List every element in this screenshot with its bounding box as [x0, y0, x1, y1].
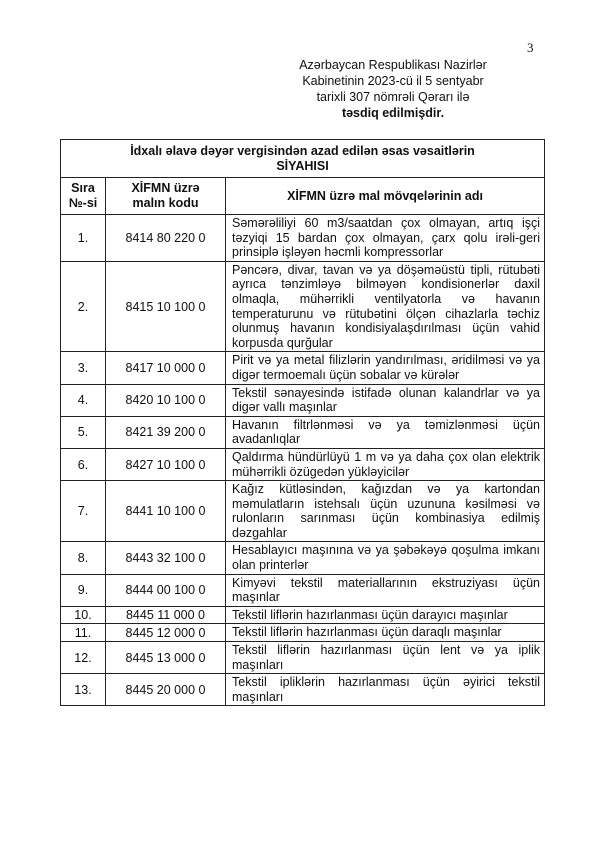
table-header-row: [61, 178, 545, 215]
table-row: [61, 261, 545, 352]
header-sira-line-2: №-si: [68, 196, 98, 210]
table-row: [61, 352, 545, 384]
row-description: Kağız kütləsindən, kağızdan və ya kartondan məmulatların istehsalı üçün uzununa kəsilməsi və rulonların sarınması üçün kombinasiya edilmiş dəzgahlar: [226, 481, 545, 542]
approval-stamp: [263, 57, 523, 121]
row-number: 10.: [61, 606, 106, 624]
row-number: 9.: [61, 574, 106, 606]
row-number: 7.: [61, 481, 106, 542]
row-description: Qaldırma hündürlüyü 1 m və ya daha çox olan elektrik mühərrikli özügedən yükləyicilər: [226, 448, 545, 480]
table-row: [61, 674, 545, 706]
row-description: Səmərəliliyi 60 m3/saatdan çox olmayan, artıq işçi təzyiqi 15 bardan çox olmayan, çarx qolu irəli-geri prinsiplə işləyən həcmli kompressorlar: [226, 215, 545, 262]
row-number: 6.: [61, 448, 106, 480]
table-row: [61, 416, 545, 448]
row-number: 3.: [61, 352, 106, 384]
table-row: [61, 574, 545, 606]
row-description: Pəncərə, divar, tavan və ya döşəməüstü tipli, rütubəti ayrıca tənzimləyə bilməyən kondisionerlər daxil olmaqla, mühərrikli ventilyatorla və havanın temperaturunu və rütubətini ölçən cihazlarla təchiz olunmuş havanın kondisiyalaşdırılması üçün vahid korpusda qurğular: [226, 261, 545, 352]
header-code-line-2: malın kodu: [132, 196, 199, 210]
row-description: Tekstil sənayesində istifadə olunan kalandrlar və ya digər vallı maşınlar: [226, 384, 545, 416]
row-description: Havanın filtrlənməsi və ya təmizlənməsi üçün avadanlıqlar: [226, 416, 545, 448]
table-title-line-2: SİYAHISI: [276, 159, 329, 173]
header-name: XİFMN üzrə mal mövqelərinin adı: [226, 178, 545, 215]
table-row: [61, 606, 545, 624]
row-description: Tekstil liflərin hazırlanması üçün darayıcı maşınlar: [226, 606, 545, 624]
header-code: [106, 178, 226, 215]
row-number: 12.: [61, 642, 106, 674]
row-code: 8445 11 000 0: [106, 606, 226, 624]
row-code: 8443 32 100 0: [106, 542, 226, 574]
approval-line-1: Azərbaycan Respublikası Nazirlər: [299, 58, 487, 72]
table-title-line-1: İdxalı əlavə dəyər vergisindən azad edilən əsas vəsaitlərin: [130, 144, 475, 158]
row-number: 11.: [61, 624, 106, 642]
table-row: [61, 384, 545, 416]
row-description: Hesablayıcı maşınına və ya şəbəkəyə qoşulma imkanı olan printerlər: [226, 542, 545, 574]
table-row: [61, 481, 545, 542]
row-code: 8444 00 100 0: [106, 574, 226, 606]
header-code-line-1: XİFMN üzrə: [131, 181, 200, 195]
table-row: [61, 642, 545, 674]
table-row: [61, 542, 545, 574]
row-description: Tekstil liflərin hazırlanması üçün daraqlı maşınlar: [226, 624, 545, 642]
row-description: Pirit və ya metal filizlərin yandırılması, əridilməsi və ya digər termoemalı üçün sobalar və kürələr: [226, 352, 545, 384]
header-sira-line-1: Sıra: [71, 181, 95, 195]
row-code: 8445 13 000 0: [106, 642, 226, 674]
row-description: Kimyəvi tekstil materiallarının ekstruziyası üçün maşınlar: [226, 574, 545, 606]
page-number: 3: [527, 40, 534, 55]
row-code: 8445 12 000 0: [106, 624, 226, 642]
row-code: 8441 10 100 0: [106, 481, 226, 542]
row-number: 13.: [61, 674, 106, 706]
approval-line-4: təsdiq edilmişdir.: [341, 106, 445, 120]
row-code: 8414 80 220 0: [106, 215, 226, 262]
table-title-row: [61, 140, 545, 178]
row-number: 5.: [61, 416, 106, 448]
approval-line-2: Kabinetinin 2023-cü il 5 sentyabr: [302, 74, 484, 88]
table-title: [61, 140, 545, 178]
row-number: 2.: [61, 261, 106, 352]
row-description: Tekstil ipliklərin hazırlanması üçün əyirici tekstil maşınları: [226, 674, 545, 706]
row-number: 8.: [61, 542, 106, 574]
row-number: 4.: [61, 384, 106, 416]
row-code: 8415 10 100 0: [106, 261, 226, 352]
table-row: [61, 624, 545, 642]
row-code: 8445 20 000 0: [106, 674, 226, 706]
row-code: 8420 10 100 0: [106, 384, 226, 416]
approval-line-3: tarixli 307 nömrəli Qərarı ilə: [316, 90, 470, 104]
row-code: 8427 10 100 0: [106, 448, 226, 480]
table-row: [61, 215, 545, 262]
table-row: [61, 448, 545, 480]
row-code: 8421 39 200 0: [106, 416, 226, 448]
row-code: 8417 10 000 0: [106, 352, 226, 384]
exemption-table: [60, 139, 545, 706]
row-description: Tekstil liflərin hazırlanması üçün lent və ya iplik maşınları: [226, 642, 545, 674]
row-number: 1.: [61, 215, 106, 262]
header-sira: [61, 178, 106, 215]
